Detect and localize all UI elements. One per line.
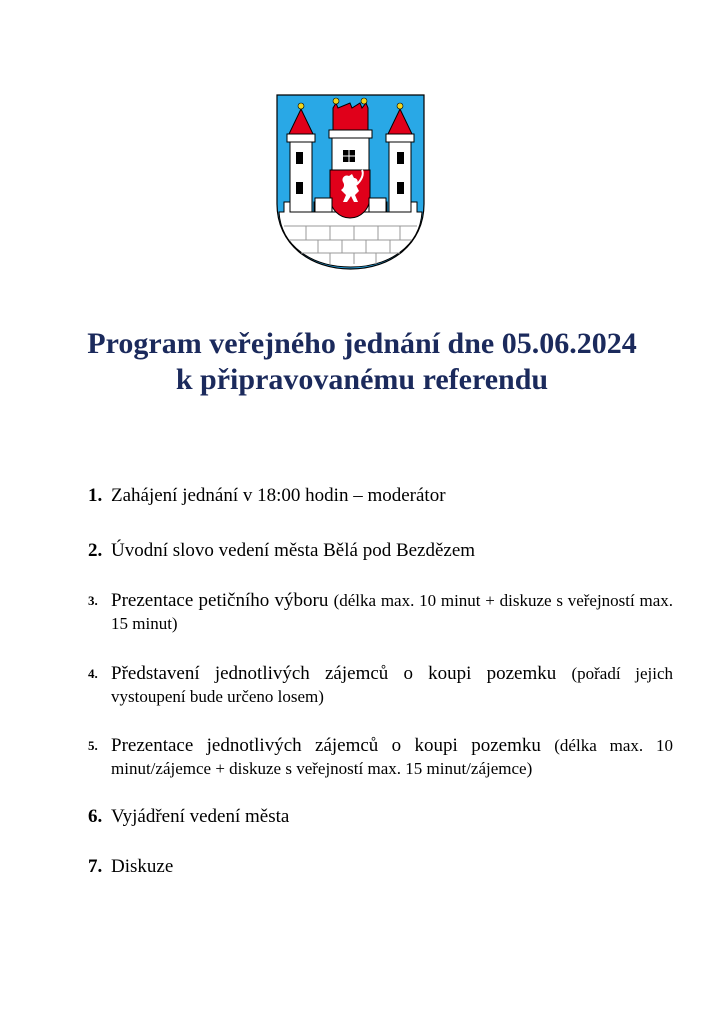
agenda-item-7 bbox=[88, 855, 673, 885]
agenda-item-5 bbox=[88, 734, 673, 805]
agenda-item-4 bbox=[88, 662, 673, 734]
agenda-item-1 bbox=[88, 484, 673, 539]
page-title bbox=[0, 326, 724, 398]
agenda-number: 6. bbox=[88, 806, 103, 827]
agenda-text: Vyjádření vedení města bbox=[111, 806, 290, 827]
coat-of-arms-emblem bbox=[276, 94, 425, 270]
agenda-text: Prezentace petičního výboru bbox=[111, 590, 329, 611]
agenda-list bbox=[88, 484, 673, 885]
agenda-text: Představení jednotlivých zájemců o koupi pozemku bbox=[111, 663, 557, 684]
agenda-note: (délka max. 10 minut + diskuze s veřejností max. 15 minut) bbox=[111, 591, 674, 633]
agenda-number: 1. bbox=[88, 485, 103, 506]
agenda-text: Úvodní slovo vedení města Bělá pod Bezdězem bbox=[111, 540, 476, 561]
agenda-number: 2. bbox=[88, 540, 103, 561]
agenda-note: (pořadí jejich vystoupení bude určeno losem) bbox=[111, 664, 674, 706]
agenda-text: Zahájení jednání v 18:00 hodin – moderátor bbox=[111, 485, 446, 506]
agenda-number: 4. bbox=[88, 666, 98, 681]
agenda-text: Prezentace jednotlivých zájemců o koupi pozemku bbox=[111, 735, 541, 756]
agenda-note: (délka max. 10 minut/zájemce + diskuze s veřejností max. 15 minut/zájemce) bbox=[111, 736, 674, 778]
agenda-item-3 bbox=[88, 589, 673, 662]
title-line-2: k připravovanému referendu bbox=[175, 363, 549, 396]
agenda-item-6 bbox=[88, 805, 673, 855]
agenda-number: 3. bbox=[88, 593, 98, 608]
agenda-text: Diskuze bbox=[111, 856, 174, 877]
title-line-1: Program veřejného jednání dne 05.06.2024 bbox=[87, 327, 637, 360]
agenda-number: 7. bbox=[88, 856, 103, 877]
agenda-item-2 bbox=[88, 539, 673, 589]
agenda-number: 5. bbox=[88, 738, 98, 753]
